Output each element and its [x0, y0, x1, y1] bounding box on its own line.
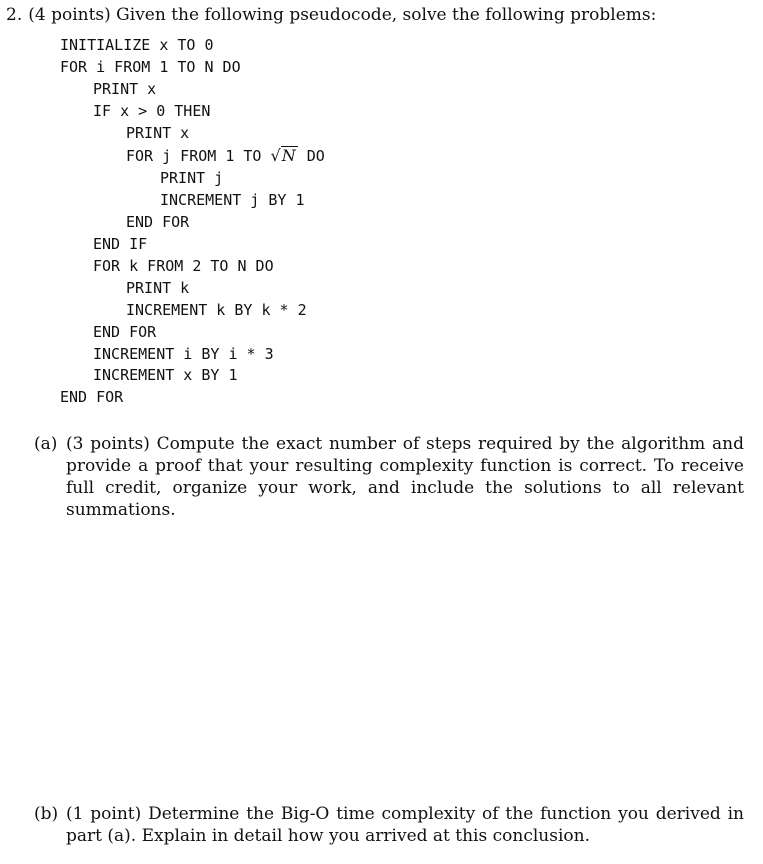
code-line: PRINT x [93, 79, 157, 98]
radical-sign: √ [270, 146, 281, 166]
part-b-text: (1 point) Determine the Big-O time complexity of the function you derived in part (a). Explain in detail how you arrived at this conclusion. [66, 804, 744, 846]
code-text: FOR j FROM 1 TO [126, 147, 271, 166]
sqrt-radicand: N [281, 146, 296, 166]
code-line: END FOR [60, 388, 124, 407]
code-line: PRINT k [126, 278, 190, 297]
part-a-text: (3 points) Compute the exact number of steps required by the algorithm and provide a proof that your resulting complexity function is correct. To receive full credit, organize your work, and include the solutions to all relevant summations. [66, 434, 744, 520]
question-number: 2. [6, 5, 23, 25]
code-line: FOR i FROM 1 TO N DO [60, 57, 241, 76]
code-line: END FOR [126, 213, 190, 232]
code-line: END IF [93, 235, 148, 254]
code-line: INCREMENT i BY i * 3 [93, 344, 274, 363]
code-text: DO [297, 147, 325, 166]
code-line: INCREMENT j BY 1 [160, 191, 305, 210]
code-line: PRINT j [160, 169, 224, 188]
part-b [34, 803, 744, 847]
question-text: (4 points) Given the following pseudocode, solve the following problems: [28, 5, 657, 25]
part-a [34, 433, 744, 521]
code-line: END FOR [93, 322, 157, 341]
part-b-label: (b) [34, 804, 59, 824]
pseudocode-block [60, 35, 325, 409]
sqrt-expression [271, 144, 298, 168]
part-a-label: (a) [34, 434, 58, 454]
code-line: FOR k FROM 2 TO N DO [93, 257, 274, 276]
code-line: PRINT x [126, 123, 190, 142]
code-line-sqrt [60, 144, 325, 168]
question-header [6, 4, 656, 26]
code-line: IF x > 0 THEN [93, 101, 211, 120]
code-line: INCREMENT k BY k * 2 [126, 300, 307, 319]
code-line: INCREMENT x BY 1 [93, 366, 238, 385]
code-line: INITIALIZE x TO 0 [60, 36, 214, 54]
